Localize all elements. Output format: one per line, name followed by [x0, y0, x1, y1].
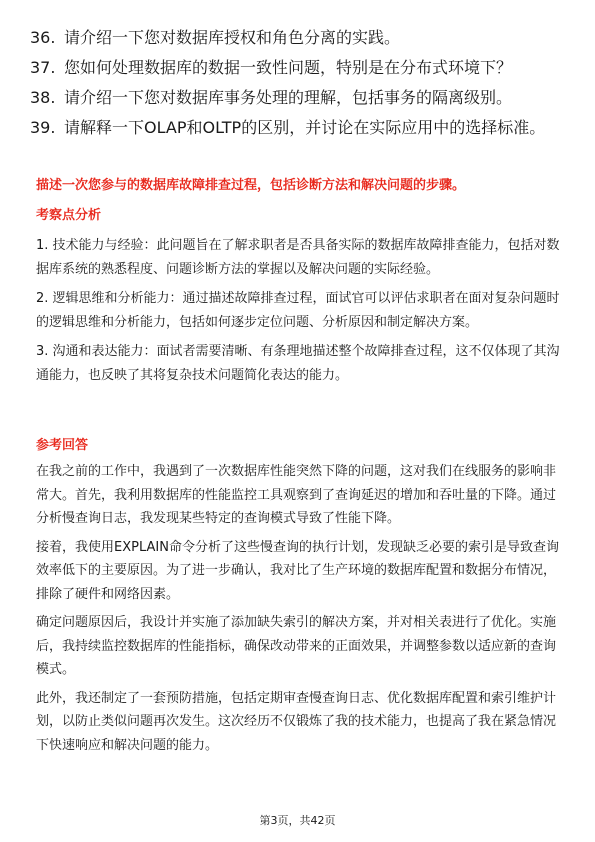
- answer-heading: 参考回答: [36, 438, 89, 453]
- question-text: 请解释一下OLAP和OLTP的区别，并讨论在实际应用中的选择标准。: [64, 118, 546, 137]
- question-title-section: [36, 176, 561, 196]
- question-item: [30, 116, 570, 140]
- question-title: 描述一次您参与的数据库故障排查过程，包括诊断方法和解决问题的步骤。: [36, 178, 466, 193]
- answer-section: [36, 436, 561, 757]
- question-list: [30, 26, 570, 146]
- answer-paragraph: 确定问题原因后，我设计并实施了添加缺失索引的解决方案，并对相关表进行了优化。实施后，我持续监控数据库的性能指标，确保改动带来的正面效果，并调整参数以适应新的查询模式。: [36, 615, 557, 677]
- answer-paragraph: 此外，我还制定了一套预防措施，包括定期审查慢查询日志、优化数据库配置和索引维护计划，以防止类似问题再次发生。这次经历不仅锻炼了我的技术能力，也提高了我在紧急情况下快速响应和解决问题的能力。: [36, 690, 557, 753]
- question-number: 37.: [30, 58, 56, 77]
- analysis-section: [36, 206, 561, 387]
- analysis-point: 1. 技术能力与经验：此问题旨在了解求职者是否具备实际的数据库故障排查能力，包括对数据库系统的熟悉程度、问题诊断方法的掌握以及解决问题的实际经验。: [36, 238, 560, 277]
- question-text: 请介绍一下您对数据库事务处理的理解，包括事务的隔离级别。: [64, 88, 513, 107]
- answer-paragraph: 在我之前的工作中，我遇到了一次数据库性能突然下降的问题，这对我们在线服务的影响非常大。首先，我利用数据库的性能监控工具观察到了查询延迟的增加和吞吐量的下降。通过分析慢查询日志，我发现某些特定的查询模式导致了性能下降。: [36, 464, 557, 526]
- question-item: [30, 86, 570, 110]
- answer-paragraph: 接着，我使用EXPLAIN命令分析了这些慢查询的执行计划，发现缺乏必要的索引是导致查询效率低下的主要原因。为了进一步确认，我对比了生产环境的数据库配置和数据分布情况，排除了硬件和网络因素。: [36, 539, 559, 602]
- question-number: 36.: [30, 28, 56, 47]
- analysis-point: 2. 逻辑思维和分析能力：通过描述故障排查过程，面试官可以评估求职者在面对复杂问题时的逻辑思维和分析能力，包括如何逐步定位问题、分析原因和制定解决方案。: [36, 291, 560, 330]
- analysis-point: 3. 沟通和表达能力：面试者需要清晰、有条理地描述整个故障排查过程，这不仅体现了其沟通能力，也反映了其将复杂技术问题简化表达的能力。: [36, 344, 560, 383]
- page-footer: 第3页，共42页: [259, 814, 336, 827]
- question-text: 请介绍一下您对数据库授权和角色分离的实践。: [64, 28, 401, 47]
- question-number: 39.: [30, 118, 56, 137]
- question-text: 您如何处理数据库的数据一致性问题，特别是在分布式环境下？: [64, 58, 513, 77]
- question-number: 38.: [30, 88, 56, 107]
- analysis-heading: 考察点分析: [36, 208, 102, 223]
- question-item: [30, 56, 570, 80]
- question-item: [30, 26, 570, 50]
